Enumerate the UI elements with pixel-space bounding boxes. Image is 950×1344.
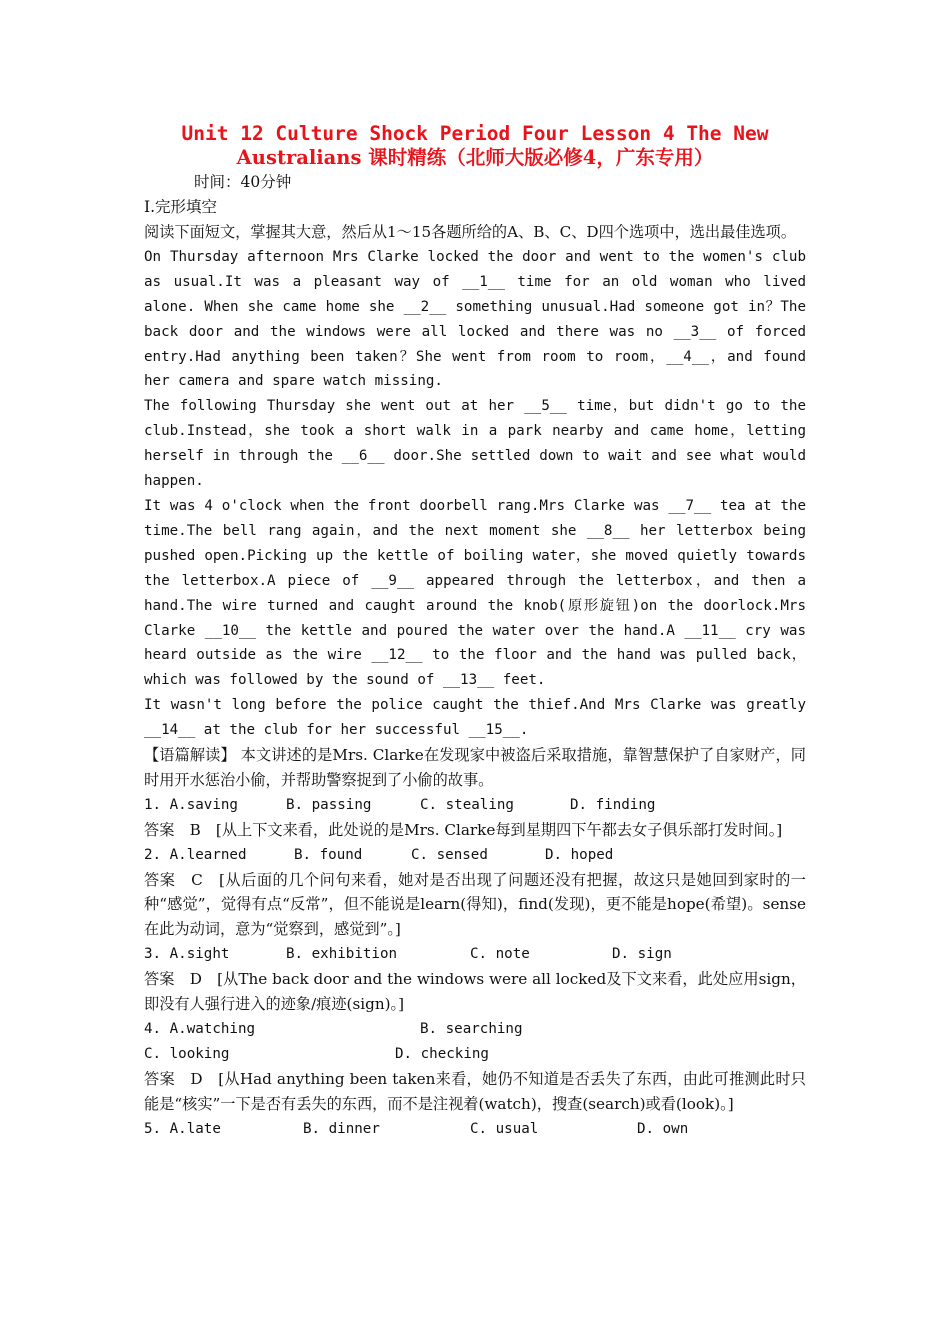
option-c: C. stealing [420,796,514,813]
option-a: 4. A.watching [144,1021,256,1037]
option-c: C. looking [144,1045,230,1062]
option-a: 1. A.saving [144,796,238,813]
question-4-options-row-1 [144,1017,806,1042]
option-c: C. note [470,946,530,963]
document-title [144,122,806,170]
document-page [144,122,806,1142]
option-d: D. checking [395,1045,489,1062]
title-line-2: Australians 课时精练（北师大版必修4，广东专用） [236,146,714,169]
option-b: B. searching [420,1021,523,1037]
title-line-1: Unit 12 Culture Shock Period Four Lesson 4 The New [181,122,769,145]
option-b: B. exhibition [286,946,398,963]
question-4-options-row-2 [144,1042,806,1067]
question-1-options [144,793,806,818]
question-5-options [144,1117,806,1142]
passage-summary: 【语篇解读】 本文讲述的是Mrs. Clarke在发现家中被盗后采取措施，靠智慧保护了自家财产，同时用开水惩治小偷，并帮助警察捉到了小偷的故事。 [144,746,806,789]
passage-paragraph-2: The following Thursday she went out at her __5__ time，but didn't go to the club.Instead，she took a short walk in a park nearby and came home，letting herself in through the __6__ door.She settled down to wait and see what would happen. [144,398,806,490]
option-b: B. dinner [303,1120,380,1137]
option-d: D. sign [612,946,672,963]
option-a: 2. A.learned [144,846,247,863]
question-3-options [144,942,806,967]
passage-paragraph-3: It was 4 o'clock when the front doorbell rang.Mrs Clarke was __7__ tea at the time.The bell rang again，and the next moment she __8__ her letterbox being pushed open.Picking up the kettle of boiling water，she moved quietly towards the letterbox.A piece of __9__ appeared through the letterbox，and then a hand.The wire turned and caught around the knob(原形旋钮)on the doorlock.Mrs Clarke __10__ the kettle and poured the water over the hand.A __11__ cry was heard outside as the wire __12__ to the floor and the hand was pulled back，which was followed by the sound of __13__ feet. [144,497,806,689]
answer-3: 答案 D [从The back door and the windows were all locked及下文来看，此处应用sign，即没有人强行进入的迹象/痕迹(sign)。] [144,970,806,1014]
option-d: D. hoped [545,846,614,863]
option-a: 5. A.late [144,1120,221,1137]
passage-paragraph-1: On Thursday afternoon Mrs Clarke locked the door and went to the women's club as usual.It was a pleasant way of __1__ time for an old woman who lived alone. When she came home she __2__ something unusual.Had someone got in？The back door and the windows were all locked and there was no __3__ of forced entry.Had anything been taken？She went from room to room，__4__，and found her camera and spare watch missing. [144,248,806,390]
option-d: D. finding [570,796,656,813]
option-c: C. sensed [411,846,488,863]
question-2-options [144,843,806,868]
option-a: 3. A.sight [144,946,230,963]
option-b: B. found [294,846,363,863]
section-heading: I.完形填空 [144,198,218,216]
option-b: B. passing [286,796,372,813]
answer-2: 答案 C [从后面的几个问句来看，她对是否出现了问题还没有把握，故这只是她回到家时的一种“感觉”，觉得有点“反常”，但不能说是learn(得知)，find(发现)，更不能是hope(希望)。sense在此为动词，意为“觉察到，感觉到”。] [144,870,806,939]
passage-paragraph-4: It wasn't long before the police caught the thief.And Mrs Clarke was greatly __14__ at the club for her successful __15__. [144,697,806,739]
option-d: D. own [637,1120,689,1137]
instruction-text: 阅读下面短文，掌握其大意，然后从1～15各题所给的A、B、C、D四个选项中，选出最佳选项。 [144,223,797,241]
answer-1: 答案 B [从上下文来看，此处说的是Mrs. Clarke每到星期四下午都去女子俱乐部打发时间。] [144,820,783,839]
time-limit: 时间：40分钟 [194,173,292,191]
option-c: C. usual [470,1120,539,1137]
answer-4: 答案 D [从Had anything been taken来看，她仍不知道是否丢失了东西，由此可推测此时只能是“核实”一下是否有丢失的东西，而不是注视着(watch)，搜查(search)或看(look)。] [144,1069,806,1113]
